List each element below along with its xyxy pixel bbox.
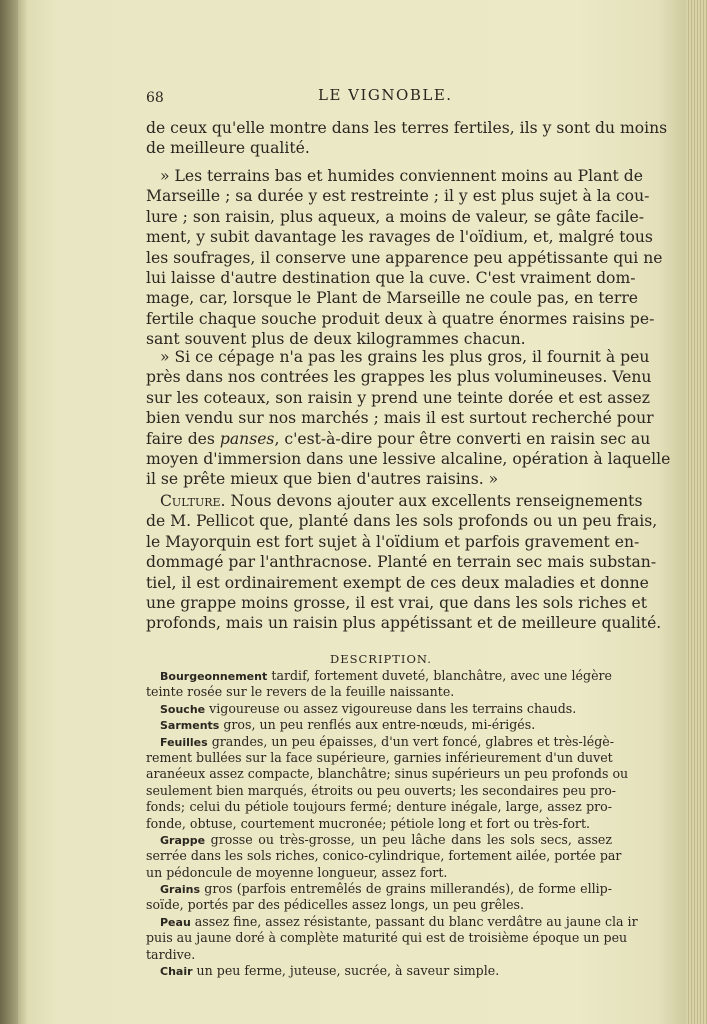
text-line (146, 511, 658, 531)
line-text: de ceux qu'elle montre dans les terres fertiles, ils y sont du moins (146, 119, 668, 137)
paragraph-culture (146, 491, 662, 634)
line-text: tiel, il est ordinairement exempt de ces deux maladies et donne (146, 573, 649, 592)
description-text: grandes, un peu épaisses, d'un vert foncé, glabres et très-légè- (207, 733, 615, 749)
text-line (146, 532, 640, 552)
text-line (146, 288, 639, 308)
description-line (146, 750, 612, 766)
text-line (146, 573, 649, 593)
paragraph-continuation (146, 118, 668, 159)
line-text: sur les coteaux, son raisin y prend une teinte dorée et est assez (146, 388, 650, 407)
line-text: près dans nos contrées les grappes les plus volumineuses. Venu (146, 368, 652, 387)
description-term: Sarments (160, 719, 220, 733)
text-line (146, 593, 648, 613)
text-line (146, 491, 643, 511)
text-line (146, 388, 650, 408)
line-text: bien vendu sur nos marchés ; mais il est surtout recherché pour (146, 409, 654, 428)
line-text: il se prête mieux que bien d'autres raisins. » (146, 470, 499, 489)
description-term: Feuilles (160, 735, 208, 749)
text-line (146, 429, 651, 449)
text-line (146, 367, 652, 387)
line-text: les soufrages, il conserve une apparence peu appétissante qui ne (146, 248, 663, 267)
description-text: assez fine, assez résistante, passant du blanc verdâtre au jaune cla ir (190, 913, 638, 929)
description-text: gros (parfois entremêlés de grains millerandés), de forme ellip- (200, 881, 612, 897)
line-text: moyen d'immersion dans une lessive alcaline, opération à laquelle (146, 449, 671, 468)
text-line (146, 118, 668, 138)
line-text: le Mayorquin est fort sujet à l'oïdium et parfois gravement en- (146, 532, 640, 551)
line-text: une grappe moins grosse, il est vrai, que dans les sols riches et (146, 593, 648, 612)
description-line (146, 799, 612, 815)
text-line (146, 552, 657, 572)
description-term: Peau (160, 915, 191, 929)
text-line (146, 166, 643, 186)
description-text: puis au jaune doré à complète maturité qui est de troisième époque un peu (146, 930, 628, 946)
description-text: tardive. (146, 946, 196, 962)
section-lead: Culture. (160, 492, 226, 510)
line-text: sant souvent plus de deux kilogrammes chacun. (146, 330, 526, 349)
paragraph-terrains (146, 166, 663, 350)
text-run: faire des (146, 429, 220, 448)
text-line (146, 309, 655, 329)
text-line (146, 227, 653, 247)
text-line (146, 268, 636, 288)
page-number: 68 (146, 90, 164, 106)
description-text: vigoureuse ou assez vigoureuse dans les terrains chauds. (205, 700, 577, 716)
description-term: Grappe (160, 833, 206, 847)
description-text: teinte rosée sur le revers de la feuille naissante. (146, 684, 455, 700)
description-text: fonde, obtuse, courtement mucronée; pétiole long et fort ou très-fort. (146, 815, 591, 831)
description-text: fonds; celui du pétiole toujours fermé; denture inégale, large, assez pro- (146, 799, 612, 815)
description-line (146, 848, 622, 864)
line-text: ment, y subit davantage les ravages de l'oïdium, et, malgré tous (146, 228, 653, 247)
description-line (146, 963, 612, 979)
line-text: dommagé par l'anthracnose. Planté en terrain sec mais substan- (146, 553, 657, 572)
description-line (146, 717, 612, 733)
italic-term: panses (219, 429, 275, 448)
description-line (146, 865, 612, 881)
description-line (146, 733, 615, 750)
description-line (146, 881, 612, 897)
text-line (146, 207, 645, 227)
description-line (146, 782, 617, 799)
description-text: un pédoncule de moyenne longueur, assez fort. (146, 864, 448, 880)
description-term: Chair (160, 965, 193, 979)
text-run: , c'est-à-dire pour être converti en raisin sec au (274, 429, 651, 448)
description-text: gros, un peu renflés aux entre-nœuds, mi-érigés. (219, 717, 536, 733)
description-text: soïde, portés par des pédicelles assez longs, un peu grêles. (146, 897, 525, 913)
text-line (146, 186, 650, 206)
description-line (146, 701, 612, 717)
text-line (146, 469, 622, 489)
line-text: de meilleure qualité. (146, 139, 310, 158)
description-line (146, 766, 629, 782)
description-term: Souche (160, 702, 206, 716)
line-text: de M. Pellicot que, planté dans les sols profonds ou un peu frais, (146, 512, 658, 531)
line-text: fertile chaque souche produit deux à quatre énormes raisins pe- (146, 309, 655, 328)
line-text: mage, car, lorsque le Plant de Marseille ne coule pas, en terre (146, 289, 639, 308)
book-spine-edge (0, 0, 18, 1024)
text-line (146, 248, 663, 268)
line-text: Nous devons ajouter aux excellents renseignements (225, 492, 643, 510)
line-text: » Si ce cépage n'a pas les grains les plus gros, il fournit à peu (160, 348, 650, 366)
line-text: lure ; son raisin, plus aqueux, a moins de valeur, se gâte facile- (146, 207, 645, 226)
text-line (146, 449, 671, 469)
description-line (146, 947, 612, 963)
line-text: lui laisse d'autre destination que la cuve. C'est vraiment dom- (146, 268, 636, 287)
line-text: Marseille ; sa durée y est restreinte ; il y est plus sujet à la cou- (146, 187, 650, 206)
description-text: un peu ferme, juteuse, sucrée, à saveur simple. (192, 963, 500, 979)
description-line (146, 832, 612, 848)
page-stack-edge (686, 0, 707, 1024)
description-text: tardif, fortement duveté, blanchâtre, avec une légère (267, 668, 612, 683)
description-heading: DESCRIPTION. (330, 652, 432, 666)
description-term: Grains (160, 883, 201, 897)
running-head: LE VIGNOBLE. (318, 86, 453, 104)
description-section (146, 668, 638, 979)
description-text: seulement bien marqués, étroits ou peu ouverts; les secondaires peu pro- (146, 782, 617, 798)
text-line (146, 347, 650, 367)
paragraph-cepage (146, 347, 671, 490)
text-line (146, 138, 622, 158)
line-text: » Les terrains bas et humides conviennent moins au Plant de (160, 167, 643, 185)
line-text: profonds, mais un raisin plus appétissant et de meilleure qualité. (146, 614, 662, 633)
description-line (146, 930, 628, 946)
text-line (146, 613, 662, 633)
description-line (146, 684, 612, 700)
description-text: grosse ou très-grosse, un peu lâche dans les sols secs, assez (205, 831, 612, 847)
description-text: aranéeux assez compacte, blanchâtre; sinus supérieurs un peu profonds ou (146, 766, 629, 782)
description-line (146, 816, 612, 832)
description-line (146, 913, 638, 930)
description-text: rement bullées sur la face supérieure, garnies inférieurement d'un duvet (146, 749, 613, 765)
description-line (146, 897, 612, 913)
description-text: serrée dans les sols riches, conico-cylindrique, fortement ailée, portée par (146, 848, 622, 864)
text-line (146, 408, 654, 428)
description-term: Bourgeonnement (160, 670, 268, 683)
description-line (146, 668, 612, 684)
